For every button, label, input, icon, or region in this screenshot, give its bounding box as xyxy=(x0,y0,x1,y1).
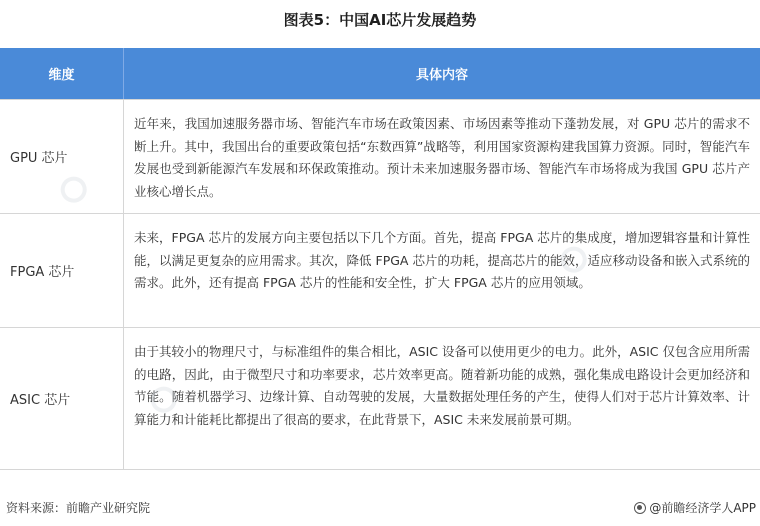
brand-label: @前瞻经济学人APP xyxy=(649,501,756,515)
row-content-fpga: 未来，FPGA 芯片的发展方向主要包括以下几个方面。首先，提高 FPGA 芯片的集成度，增加逻辑容量和计算性能，以满足更复杂的应用需求。其次，降低 FPGA 芯片的功耗，提高芯片的能效，适应移动设备和嵌入式系统的需求。此外，还有提高 FPGA 芯片的性能和安全性，扩大 FPGA 芯片的应用领域。 xyxy=(134,230,750,291)
header-content: 具体内容 xyxy=(415,68,468,83)
table-row xyxy=(0,99,760,213)
row-name-asic: ASIC 芯片 xyxy=(0,328,124,469)
row-content-asic: 由于其较小的物理尺寸，与标准组件的集合相比，ASIC 设备可以使用更少的电力。此外，ASIC 仅包含应用所需的电路，因此，由于微型尺寸和功率要求，芯片效率更高。随着新功能的成熟，强化集成电路设计会更加经济和节能。随着机器学习、边缘计算、自动驾驶的发展，大量数据处理任务的产生，使得人们对于芯片计算效率、计算能力和计能耗比都提出了很高的要求，在此背景下，ASIC 未来发展前景可期。 xyxy=(134,344,750,427)
row-name-fpga: FPGA 芯片 xyxy=(0,214,124,327)
footer xyxy=(0,497,760,519)
table-row xyxy=(0,213,760,327)
trend-table xyxy=(0,48,760,470)
table-row xyxy=(0,327,760,469)
qianzhan-logo-icon xyxy=(634,502,646,514)
row-content-gpu: 近年来，我国加速服务器市场、智能汽车市场在政策因素、市场因素等推动下蓬勃发展，对 GPU 芯片的需求不断上升。其中，我国出台的重要政策包括“东数西算”战略等，利用国家资源构建我国算力资源。同时，智能汽车发展也受到新能源汽车发展和环保政策推动。预计未来加速服务器市场、智能汽车市场将成为我国 GPU 芯片产业核心增长点。 xyxy=(134,116,750,199)
table-header xyxy=(0,48,760,99)
brand-credit xyxy=(634,497,756,519)
row-name-gpu: GPU 芯片 xyxy=(0,100,124,213)
source-note: 资料来源：前瞻产业研究院 xyxy=(6,501,151,515)
header-dimension: 维度 xyxy=(0,48,124,99)
chart-title: 图表5：中国AI芯片发展趋势 xyxy=(283,11,477,29)
